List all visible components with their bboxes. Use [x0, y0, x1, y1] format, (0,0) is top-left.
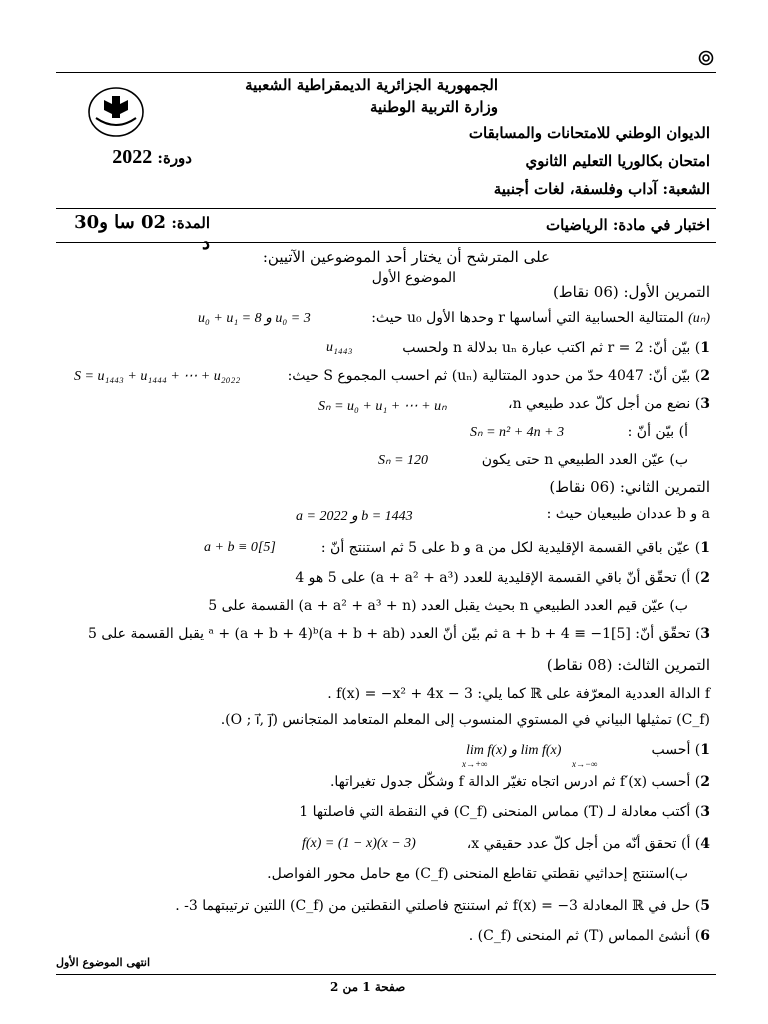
header-exam: امتحان بكالوريا التعليم الثانوي: [525, 152, 710, 170]
ex2-q3: 3) تحقّق أنّ: a + b + 4 ≡ −1[5] ثم بيّن أنّ العدد (a + b + ab)ᵃ + (a + b + 4)ᵇ يقبل القسمة على 5: [87, 626, 710, 642]
page-number: صفحة 1 من 2: [330, 980, 406, 994]
duration-label: المدة:: [171, 214, 210, 232]
ex2-title: التمرين الثاني: (06 نقاط): [549, 478, 710, 496]
q-number: 3: [700, 804, 710, 820]
ornament-icon: [698, 50, 714, 66]
ex3-q4a: 4) أ) تحقق أنّه من أجل كلّ عدد حقيقي x،: [466, 836, 710, 852]
header-republic: الجمهورية الجزائرية الديمقراطية الشعبية: [245, 76, 498, 94]
topic-title: الموضوع الأول: [371, 270, 456, 286]
ex1-q3-math: Sₙ = u₀ + u₁ + ⋯ + uₙ: [318, 399, 447, 414]
ex3-q5-text: حل في ℝ المعادلة f(x) = −3 ثم استنتج فاصلتي النقطتين من (C_f) اللتين ترتيبتهما 3- .: [175, 898, 691, 914]
ex3-q4a-math: f(x) = (1 − x)(x − 3): [302, 836, 416, 851]
ex2-q2a-text: أ) تحقّق أنّ باقي القسمة الإقليدية للعدد (a + a² + a³) على 5 هو 4: [295, 570, 691, 586]
ex3-q6: 6) أنشئ المماس (T) ثم المنحنى (C_f) .: [468, 928, 710, 944]
ex3-q3: 3) أكتب معادلة لـ (T) مماس المنحنى (C_f) في النقطة التي فاصلتها 1: [299, 804, 710, 820]
duration-value: 02 سا و30 د: [74, 212, 210, 254]
ex3-q3-text: أكتب معادلة لـ (T) مماس المنحنى (C_f) في النقطة التي فاصلتها 1: [299, 804, 691, 820]
ex3-q1: 1) أحسب: [651, 742, 710, 758]
ex1-q3b-math: Sₙ = 120: [378, 453, 429, 468]
header-subject: اختبار في مادة: الرياضيات: [545, 216, 710, 234]
ex2-q2a: 2) أ) تحقّق أنّ باقي القسمة الإقليدية للعدد (a + a² + a³) على 5 هو 4: [295, 570, 710, 586]
ex2-values: a = 2022 و b = 1443: [296, 509, 413, 524]
session-label: دورة:: [157, 149, 192, 167]
intro-choose: على المترشح أن يختار أحد الموضوعين الآتيين:: [262, 248, 550, 266]
ex1-q2: 2) بيّن أنّ: 4047 حدّ من حدود المتتالية (uₙ) ثم احسب المجموع S حيث:: [287, 368, 710, 384]
ex2-q2b: ب) عيّن قيم العدد الطبيعي n بحيث يقبل العدد (a + a² + a³ + n) القسمة على 5: [208, 598, 688, 614]
ex1-q3-text: نضع من أجل كلّ عدد طبيعي n،: [508, 396, 691, 412]
ex1-text: المتتالية الحسابية التي أساسها r وحدها الأول u₀ حيث:: [371, 310, 684, 326]
header-session: [72, 146, 192, 169]
ex3-q1-text: أحسب: [651, 742, 691, 758]
ex3-q5: 5) حل في ℝ المعادلة f(x) = −3 ثم استنتج فاصلتي النقطتين من (C_f) اللتين ترتيبتهما 3- .: [175, 898, 710, 914]
end-of-topic: انتهى الموضوع الأول: [56, 956, 151, 969]
ministry-logo: [86, 84, 146, 140]
ex1-q3: 3) نضع من أجل كلّ عدد طبيعي n،: [508, 396, 710, 412]
ex3-statement2: (C_f) تمثيلها البياني في المستوي المنسوب إلى المعلم المتعامد المتجانس (O ; i⃗, j⃗).: [220, 712, 710, 728]
ex1-title: التمرين الأول: (06 نقاط): [552, 283, 710, 301]
q-number: 1: [700, 742, 710, 758]
ex1-q3a: أ) بيّن أنّ :: [627, 424, 688, 440]
q-number: 2: [700, 368, 710, 384]
ex1-q3a-math: Sₙ = n² + 4n + 3: [470, 425, 565, 440]
ex2-q1-text: عيّن باقي القسمة الإقليدية لكل من a و b على 5 ثم استنتج أنّ :: [320, 540, 691, 556]
header-duration: [60, 212, 210, 254]
ex3-q1-math: lim f(x) و lim f(x): [466, 743, 562, 758]
q-number: 3: [700, 626, 710, 642]
ex3-title: التمرين الثالث: (08 نقاط): [546, 656, 710, 674]
ex3-q4a-text: أ) تحقق أنّه من أجل كلّ عدد حقيقي x،: [466, 836, 691, 852]
q-number: 3: [700, 396, 710, 412]
ex2-q3-text: تحقّق أنّ: a + b + 4 ≡ −1[5] ثم بيّن أنّ العدد (a + b + ab)ᵃ + (a + b + 4)ᵇ يقبل القسمة على 5: [87, 626, 691, 642]
header-office: الديوان الوطني للامتحانات والمسابقات: [468, 124, 710, 142]
q-number: 1: [700, 340, 710, 356]
ex1-q1: 1) بيّن أنّ: r = 2 ثم اكتب عبارة uₙ بدلالة n ولحسب: [402, 340, 710, 356]
session-year: 2022: [112, 146, 153, 168]
ex1-q3b: ب) عيّن العدد الطبيعي n حتى يكون: [481, 452, 688, 468]
q-number: 2: [700, 570, 710, 586]
q-number: 2: [700, 774, 710, 790]
ex1-statement: [371, 310, 710, 327]
ex3-q1-sub2: x→−∞: [572, 759, 598, 769]
ex3-q4b: ب)استنتج إحداثيي نقطتي تقاطع المنحنى (C_f) مع حامل محور الفواصل.: [267, 866, 688, 882]
ex2-statement: a و b عددان طبيعيان حيث :: [546, 506, 710, 522]
ex3-q1-sub1: x→+∞: [462, 759, 488, 769]
q-number: 5: [700, 898, 710, 914]
q-number: 4: [700, 836, 710, 852]
ex1-condition: u₀ + u₁ = 8 و u₀ = 3: [198, 311, 311, 326]
header-branch: الشعبة: آداب وفلسفة، لغات أجنبية: [493, 180, 710, 198]
ex3-q2: 2) أحسب f′(x) ثم ادرس اتجاه تغيّر الدالة f وشكّل جدول تغيراتها.: [329, 774, 710, 790]
q-number: 6: [700, 928, 710, 944]
ex1-seq: (uₙ): [688, 311, 710, 326]
ex1-q2-math: S = u₁₄₄₃ + u₁₄₄₄ + ⋯ + u₂₀₂₂: [74, 369, 241, 384]
ex1-q1-text: بيّن أنّ: r = 2 ثم اكتب عبارة uₙ بدلالة n ولحسب: [402, 340, 691, 356]
ex3-q6-text: أنشئ المماس (T) ثم المنحنى (C_f) .: [468, 928, 691, 944]
ex1-q1-math: u₁₄₄₃: [326, 340, 353, 355]
q-number: 1: [700, 540, 710, 556]
ex3-statement: f الدالة العددية المعرّفة على ℝ كما يلي: f(x) = −x² + 4x − 3 .: [327, 686, 710, 702]
ex1-q2-text: بيّن أنّ: 4047 حدّ من حدود المتتالية (uₙ) ثم احسب المجموع S حيث:: [287, 368, 691, 384]
ex2-q1: 1) عيّن باقي القسمة الإقليدية لكل من a و b على 5 ثم استنتج أنّ :: [320, 540, 710, 556]
ex2-q1-math: a + b ≡ 0[5]: [204, 540, 276, 555]
ex3-q2-text: أحسب f′(x) ثم ادرس اتجاه تغيّر الدالة f وشكّل جدول تغيراتها.: [329, 774, 691, 790]
header-ministry: وزارة التربية الوطنية: [369, 98, 498, 116]
